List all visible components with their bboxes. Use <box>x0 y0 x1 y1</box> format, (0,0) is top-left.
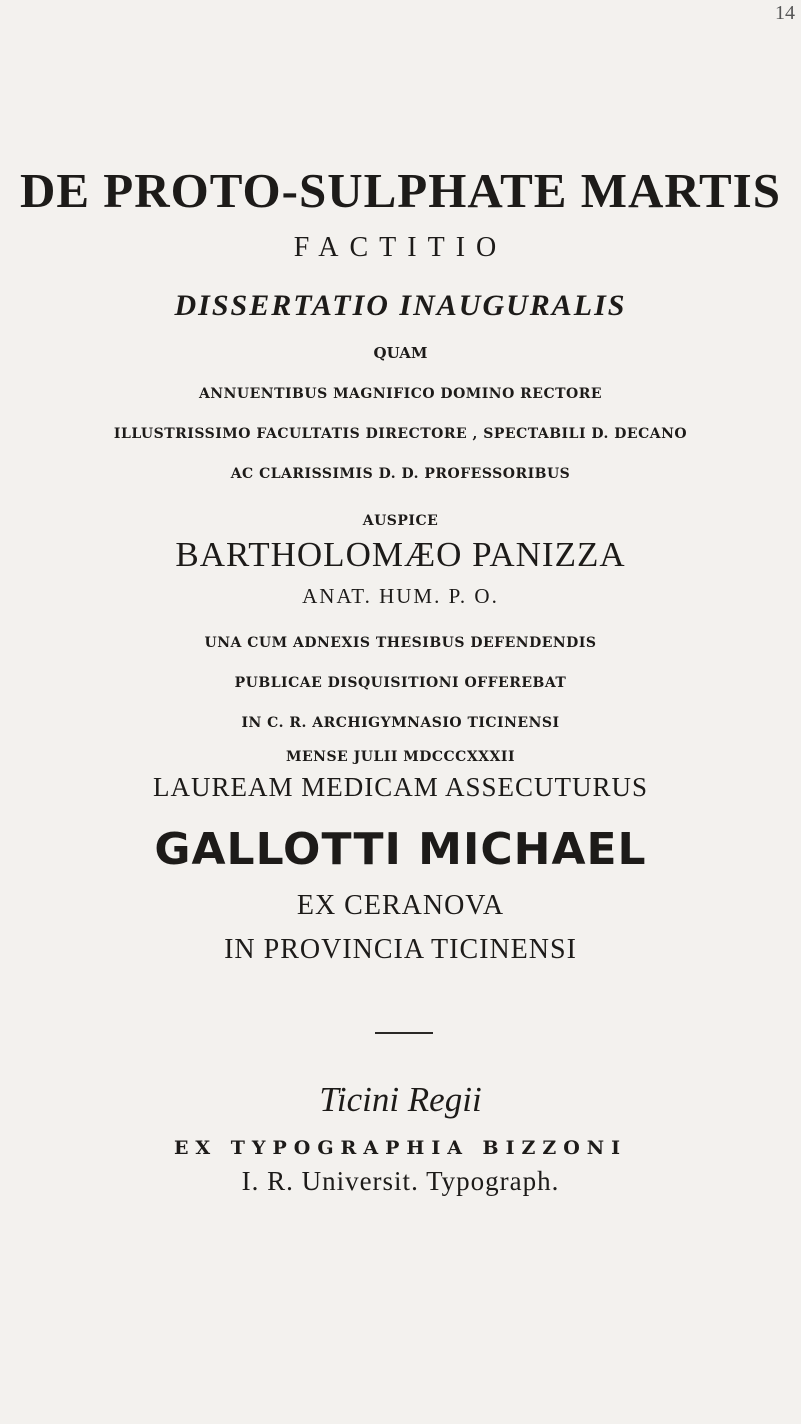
province-line: IN PROVINCIA TICINENSI <box>224 934 577 965</box>
university-press-line: I. R. Universit. Typograph. <box>241 1166 560 1196</box>
dissertation-heading: DISSERTATIO INAUGURALIS <box>174 289 627 322</box>
imprint-place: Ticini Regii <box>319 1080 482 1119</box>
professors-line: AC CLARISSIMIS D. D. PROFESSORIBUS <box>230 466 571 482</box>
date-line: MENSE JULII MDCCCXXXII <box>285 749 516 765</box>
archigymnasium-line: IN C. R. ARCHIGYMNASIO TICINENSI <box>241 715 560 731</box>
theses-line: UNA CUM ADNEXIS THESIBUS DEFENDENDIS <box>204 635 597 651</box>
subtitle: FACTITIO <box>293 232 508 263</box>
patron-name: BARTHOLOMÆO PANIZZA <box>175 535 626 574</box>
auspice-line: AUSPICE <box>362 513 439 529</box>
patron-title: ANAT. HUM. P. O. <box>302 584 499 608</box>
origin-line: EX CERANOVA <box>296 890 505 921</box>
page-corner-mark: 14 <box>775 2 795 24</box>
disquisition-line: PUBLICAE DISQUISITIONI OFFEREBAT <box>234 675 567 691</box>
author-name: GALLOTTI MICHAEL <box>154 824 647 875</box>
rector-line: ANNUENTIBUS MAGNIFICO DOMINO RECTORE <box>198 386 603 402</box>
divider-rule <box>375 1032 433 1034</box>
laurea-line: LAUREAM MEDICAM ASSECUTURUS <box>152 772 649 802</box>
director-dean-line: ILLUSTRISSIMO FACULTATIS DIRECTORE , SPECTABILI D. DECANO <box>113 426 688 442</box>
printer-line: EX TYPOGRAPHIA BIZZONI <box>173 1137 628 1159</box>
quam-line: QUAM <box>373 344 428 362</box>
main-title: DE PROTO-SULPHATE MARTIS <box>19 163 781 218</box>
